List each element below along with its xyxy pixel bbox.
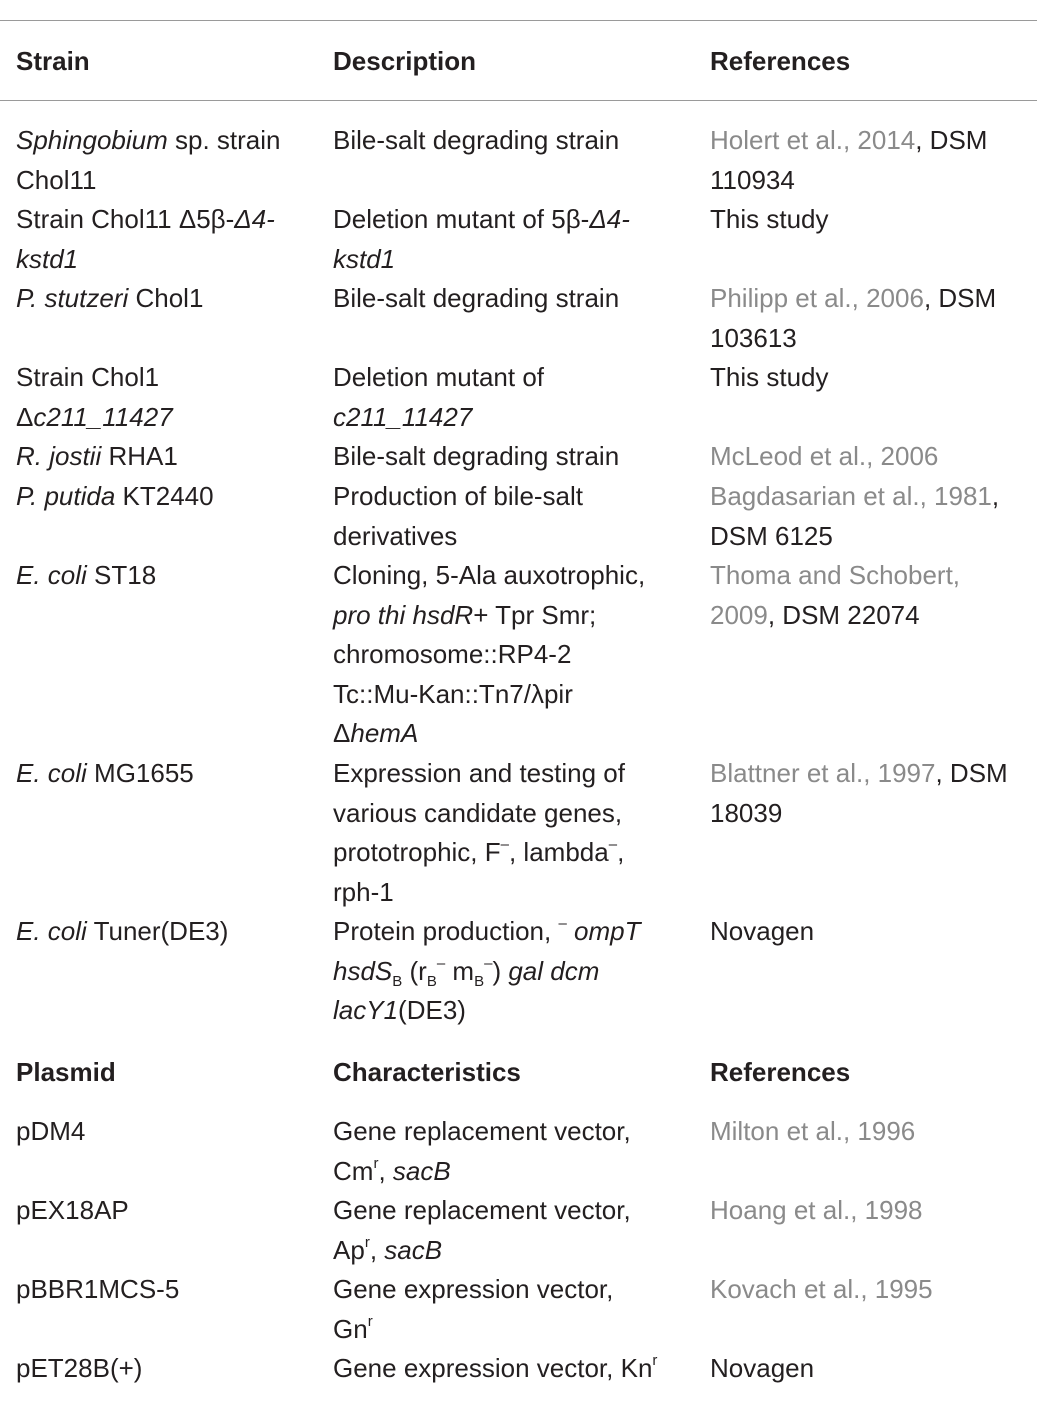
table-row-reference: Holert et al., 2014, DSM 110934 — [710, 125, 988, 195]
citation-link[interactable]: Holert et al., 2014 — [710, 125, 916, 155]
table-row-plasmid: pDM4 — [16, 1116, 86, 1146]
header-references: References — [710, 46, 851, 76]
table-row-description: Deletion mutant of 5β-Δ4- kstd1 — [333, 204, 630, 274]
citation-link[interactable]: Hoang et al., 1998 — [710, 1195, 923, 1225]
table-row-reference — [710, 437, 938, 477]
table-row-reference: Thoma and Schobert, 2009, DSM 22074 — [710, 560, 961, 630]
citation-link[interactable]: Philipp et al., 2006 — [710, 283, 924, 313]
table-row-description: Production of bile-salt derivatives — [333, 481, 584, 551]
table-row-characteristics: Gene expression vector, Gn$^r$ — [333, 1274, 614, 1344]
table-row-strain: P. stutzeri Chol1 — [16, 283, 204, 313]
table-row-reference: This study — [710, 204, 829, 234]
table-top-rule — [0, 20, 1037, 21]
table-row-reference — [710, 1112, 915, 1152]
citation-link[interactable]: Bagdasarian et al., 1981 — [710, 481, 992, 511]
table-row-characteristics: Gene expression vector, Kn$^r$ — [333, 1352, 658, 1383]
table-row-strain: E. coli ST18 — [16, 560, 157, 590]
citation-link[interactable]: Kovach et al., 1995 — [710, 1274, 933, 1304]
table-row-reference: Bagdasarian et al., 1981, DSM 6125 — [710, 481, 1000, 551]
table-row-plasmid: pET28B(+) — [16, 1353, 143, 1383]
citation-link[interactable]: Milton et al., 1996 — [710, 1116, 916, 1146]
header-references: References — [710, 1057, 851, 1087]
table-row-description: Bile-salt degrading strain — [333, 125, 620, 155]
table-row-description: Expression and testing of various candidate genes, prototrophic, F–, lambda–, rph-1 — [333, 758, 625, 907]
table-row-reference: Philipp et al., 2006, DSM 103613 — [710, 283, 997, 353]
table-row-description: Deletion mutant of c211_11427 — [333, 362, 545, 432]
table-row-reference: Novagen — [710, 916, 815, 946]
citation-link[interactable]: Blattner et al., 1997 — [710, 758, 936, 788]
citation-link[interactable]: Thoma and Schobert, — [710, 560, 961, 590]
table-row-plasmid: pEX18AP — [16, 1195, 129, 1225]
citation-link[interactable]: McLeod et al., 2006 — [710, 441, 939, 471]
header-characteristics: Characteristics — [333, 1057, 521, 1087]
table-row-characteristics: Gene replacement vector, Cm$^r$, sacB — [333, 1116, 631, 1186]
table-row-description: Bile-salt degrading strain — [333, 283, 620, 313]
table-row-strain: Strain Chol11 Δ5β-Δ4- kstd1 — [16, 204, 275, 274]
table-row-reference: Blattner et al., 1997, DSM 18039 — [710, 758, 1008, 828]
table-row-strain: E. coli MG1655 — [16, 758, 194, 788]
table-row-strain: R. jostii RHA1 — [16, 441, 178, 471]
table-row-reference — [710, 1191, 923, 1231]
table-row-reference: This study — [710, 362, 829, 392]
table-row-description: Cloning, 5-Ala auxotrophic, pro thi hsdR+ Tpr Smr; chromosome::RP4-2 Tc::Mu-Kan::Tn7/λpir ΔhemA — [333, 560, 646, 748]
table-row-strain: E. coli Tuner(DE3) — [16, 916, 229, 946]
header-strain: Strain — [16, 46, 90, 76]
table-row-characteristics: Gene replacement vector, Ap$^r$, sacB — [333, 1195, 631, 1265]
table-row-description: Protein production, – ompT hsdS$_B$ ($r_B^-$ $m_B^-$) gal dcm lacY1(DE3) — [333, 915, 641, 1025]
table-row-reference: Novagen — [710, 1353, 815, 1383]
table-row-plasmid: pBBR1MCS-5 — [16, 1274, 180, 1304]
table-row-strain: Sphingobium sp. strain Chol11 — [16, 125, 281, 195]
header-plasmid: Plasmid — [16, 1057, 116, 1087]
header-description: Description — [333, 46, 477, 76]
table-row-strain: P. putida KT2440 — [16, 481, 214, 511]
table-row-reference — [710, 1270, 933, 1310]
table-row-strain: Strain Chol1 Δc211_11427 — [16, 362, 173, 432]
header-rule — [0, 100, 1037, 101]
table-row-description: Bile-salt degrading strain — [333, 441, 620, 471]
